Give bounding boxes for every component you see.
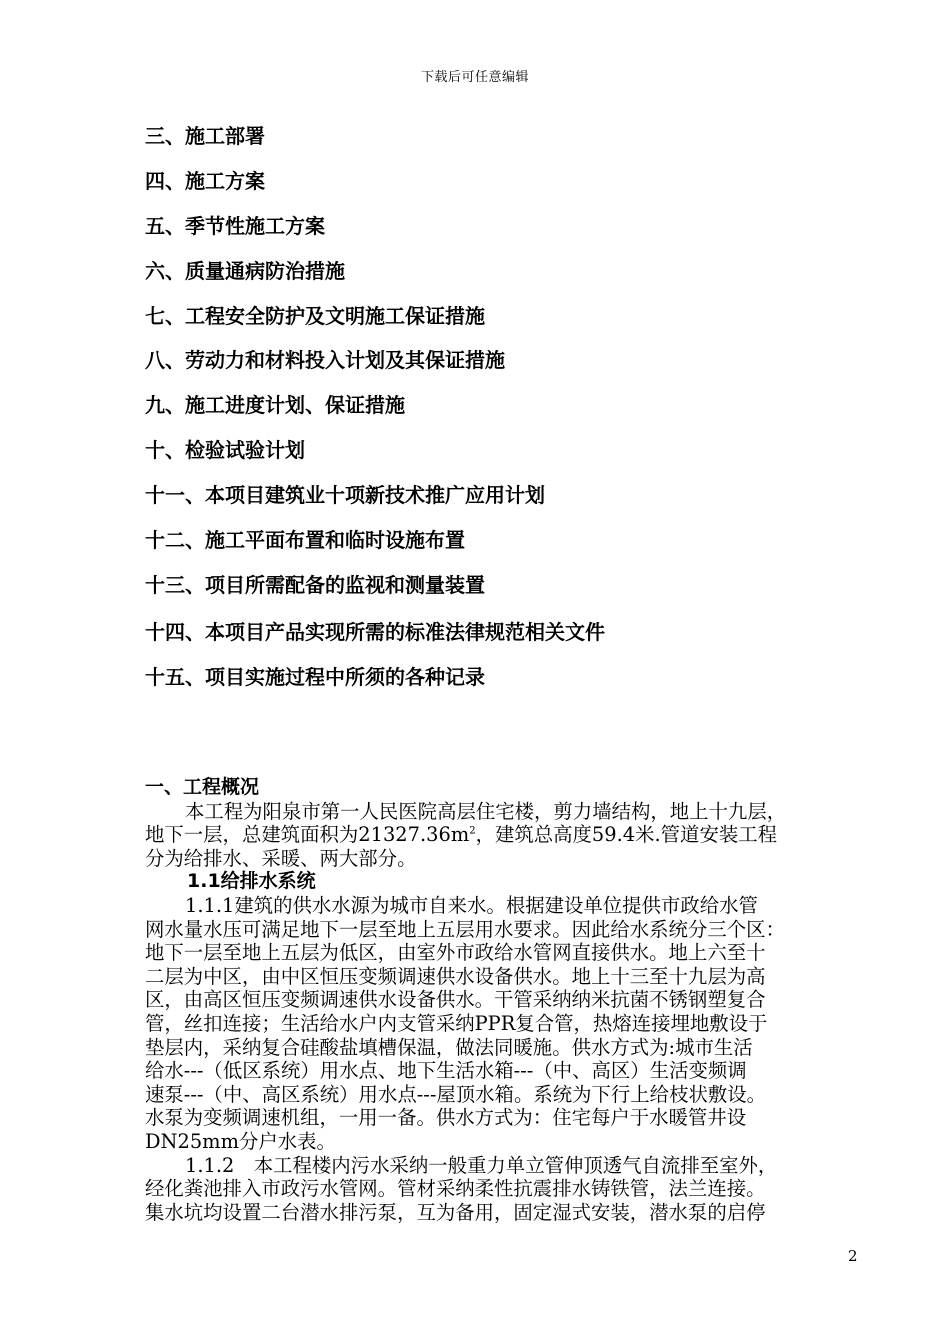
paragraph-line: 1.1.1建筑的供水水源为城市自来水。根据建设单位提供市政给水管 bbox=[185, 893, 758, 917]
paragraph-line: 经化粪池排入市政污水管网。管材采纳柔性抗震排水铸铁管，法兰连接。 bbox=[145, 1177, 766, 1201]
area-text: 地下一层，总建筑面积为21327.36m bbox=[145, 823, 470, 847]
paragraph-line: 管，丝扣连接；生活给水户内支管采纳PPR复合管，热熔连接埋地敷设于 bbox=[145, 1011, 768, 1035]
paragraph-line: DN25mm分户水表。 bbox=[145, 1129, 336, 1153]
height-text: ，建筑总高度59.4米.管道安装工程 bbox=[475, 823, 778, 847]
paragraph-line: 本工程为阳泉市第一人民医院高层住宅楼，剪力墙结构，地上十九层， bbox=[185, 799, 787, 823]
toc-item: 十二、施工平面布置和临时设施布置 bbox=[145, 528, 465, 553]
paragraph-line bbox=[145, 823, 875, 847]
paragraph-line: 垫层内，采纳复合硅酸盐填槽保温，做法同暖施。供水方式为:城市生活 bbox=[145, 1035, 753, 1059]
paragraph-line: 给水---（低区系统）用水点、地下生活水箱---（中、高区）生活变频调 bbox=[145, 1059, 747, 1083]
toc-item: 十一、本项目建筑业十项新技术推广应用计划 bbox=[145, 483, 545, 508]
toc-item: 十三、项目所需配备的监视和测量装置 bbox=[145, 572, 485, 597]
page-number: 2 bbox=[848, 1247, 858, 1265]
toc-item: 十四、本项目产品实现所需的标准法律规范相关文件 bbox=[145, 619, 605, 644]
superscript: 2 bbox=[469, 825, 476, 837]
paragraph-line: 集水坑均设置二台潜水排污泵，互为备用，固定湿式安装，潜水泵的启停 bbox=[145, 1200, 766, 1224]
paragraph-line: 速泵---（中、高区系统）用水点---屋顶水箱。系统为下行上给枝状敷设。 bbox=[145, 1082, 767, 1106]
toc-item: 九、施工进度计划、保证措施 bbox=[145, 393, 405, 418]
toc-item: 十五、项目实施过程中所须的各种记录 bbox=[145, 664, 485, 689]
toc-item: 五、季节性施工方案 bbox=[145, 213, 325, 238]
section-heading: 一、工程概况 bbox=[145, 776, 260, 798]
section-overview bbox=[145, 776, 875, 1224]
toc-item: 六、质量通病防治措施 bbox=[145, 258, 345, 283]
subsection-heading: 1.1给排水系统 bbox=[187, 870, 316, 893]
toc-item: 十、检验试验计划 bbox=[145, 438, 305, 463]
paragraph-line: 地下一层至地上五层为低区，由室外市政给水管网直接供水。地上六至十 bbox=[145, 941, 766, 965]
paragraph-line: 区，由高区恒压变频调速供水设备供水。干管采纳纳米抗菌不锈钢塑复合 bbox=[145, 988, 766, 1012]
paragraph-line: 网水量水压可满足地下一层至地上五层用水要求。因此给水系统分三个区： bbox=[145, 917, 785, 941]
paragraph-line: 1.1.2 本工程楼内污水采纳一般重力单立管伸顶透气自流排至室外， bbox=[185, 1153, 778, 1177]
paragraph-line: 水泵为变频调速机组，一用一备。供水方式为：住宅每户于水暖管井设 bbox=[145, 1106, 747, 1130]
paragraph-line: 分为给排水、采暖、两大部分。 bbox=[145, 846, 417, 870]
toc-item: 七、工程安全防护及文明施工保证措施 bbox=[145, 303, 485, 328]
toc-item: 八、劳动力和材料投入计划及其保证措施 bbox=[145, 348, 505, 373]
toc-item: 三、施工部署 bbox=[145, 124, 265, 148]
toc-item: 四、施工方案 bbox=[145, 168, 265, 193]
paragraph-line: 二层为中区，由中区恒压变频调速供水设备供水。地上十三至十九层为高 bbox=[145, 964, 766, 988]
table-of-contents bbox=[145, 120, 865, 706]
page-header: 下载后可任意编辑 bbox=[420, 70, 529, 85]
